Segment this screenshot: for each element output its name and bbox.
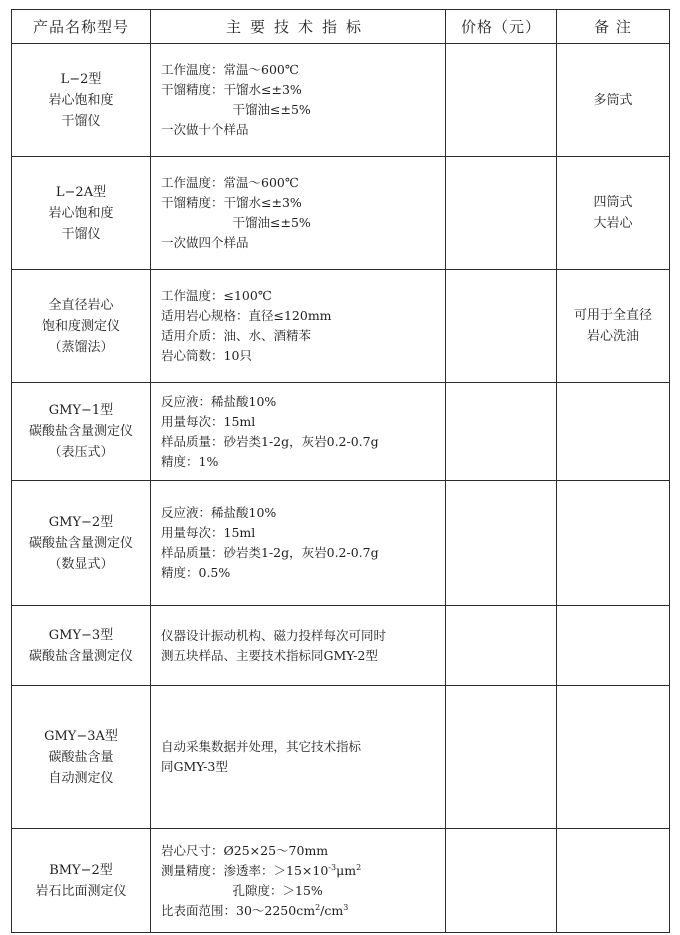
spec-line: 一次做十个样品 [161, 122, 249, 137]
product-name-line: BMY−2型 [49, 862, 113, 878]
product-name-cell [12, 270, 151, 383]
note-cell [557, 383, 670, 481]
table-row [12, 686, 670, 829]
spec-line: 精度：0.5% [161, 565, 231, 580]
spec-line: 样品质量：砂岩类1-2g，灰岩0.2-0.7g [161, 433, 379, 449]
spec-cell [151, 383, 446, 481]
note-line: 岩心洗油 [586, 329, 639, 344]
spec-line: 岩心尺寸：Ø25×25～70mm [161, 842, 329, 858]
spec-cell [151, 44, 446, 157]
spec-line: 测五块样品、主要技术指标同GMY-2型 [161, 647, 378, 663]
spec-text: /cm [320, 902, 344, 918]
price-cell [446, 44, 557, 157]
product-name-line: 碳酸盐含量 [48, 749, 114, 765]
product-name-line: （表压式） [48, 445, 114, 460]
product-name-line: 饱和度测定仪 [41, 318, 120, 334]
product-name-line: 碳酸盐含量测定仪 [28, 424, 133, 439]
table-row [12, 481, 670, 606]
spec-line: 孔隙度：＞15% [161, 882, 323, 898]
spec-cell [151, 157, 446, 270]
product-name-cell [12, 157, 151, 270]
note-cell [557, 606, 670, 686]
spec-line: 适用岩心规格：直径≤120mm [161, 308, 332, 323]
spec-line: 工作温度：常温～600℃ [161, 175, 299, 190]
spec-cell [151, 270, 446, 383]
spec-line: 用量每次：15ml [161, 525, 256, 540]
spec-line: 干馏油≤±5% [161, 215, 311, 230]
price-cell [446, 270, 557, 383]
product-name-line: 干馏仪 [61, 226, 101, 242]
spec-text: 测量精度：渗透率：＞15×10 [161, 862, 329, 878]
superscript: 2 [356, 862, 362, 872]
spec-line: 自动采集数据并处理，其它技术指标 [161, 739, 362, 754]
product-name-line: 碳酸盐含量测定仪 [28, 535, 133, 551]
spec-line: 工作温度：≤100℃ [161, 288, 272, 303]
price-cell [446, 481, 557, 606]
spec-text: 比表面范围：30～2250cm [161, 902, 316, 918]
spec-line: 一次做四个样品 [161, 235, 249, 250]
product-name-cell [12, 606, 151, 686]
spec-line: 精度：1% [161, 453, 219, 469]
header-name: 产品名称型号 [12, 10, 151, 44]
table-row [12, 157, 670, 270]
spec-line: 适用介质：油、水、酒精苯 [161, 328, 312, 343]
spec-line: 用量每次：15ml [161, 413, 256, 429]
note-line: 多筒式 [593, 92, 633, 108]
header-note: 备 注 [557, 10, 670, 44]
table-row [12, 383, 670, 481]
spec-line [161, 861, 445, 881]
price-cell [446, 686, 557, 829]
product-spec-table [11, 9, 670, 933]
price-cell [446, 383, 557, 481]
product-name-line: 自动测定仪 [48, 770, 114, 786]
product-name-line: 干馏仪 [61, 113, 101, 129]
product-name-cell [12, 481, 151, 606]
note-cell [557, 829, 670, 933]
spec-line: 仪器设计振动机构、磁力投样每次可同时 [161, 627, 387, 643]
spec-line: 干馏精度：干馏水≤±3% [161, 82, 302, 97]
product-name-cell [12, 686, 151, 829]
product-name-line: 岩心饱和度 [48, 205, 114, 221]
note-cell [557, 686, 670, 829]
table-row [12, 829, 670, 933]
product-name-line: 岩石比面测定仪 [35, 883, 127, 899]
product-name-cell [12, 829, 151, 933]
note-line: 大岩心 [593, 216, 633, 231]
product-name-line: L−2型 [60, 71, 102, 87]
table-row [12, 270, 670, 383]
spec-cell [151, 606, 446, 686]
spec-cell [151, 829, 446, 933]
product-name-line: GMY−3型 [48, 627, 114, 643]
product-name-line: 碳酸盐含量测定仪 [28, 648, 133, 664]
product-name-line: GMY−3A型 [44, 728, 118, 744]
note-cell [557, 270, 670, 383]
spec-cell [151, 481, 446, 606]
spec-line: 干馏精度：干馏水≤±3% [161, 195, 302, 210]
price-cell [446, 157, 557, 270]
table-row [12, 606, 670, 686]
spec-cell [151, 686, 446, 829]
superscript: -3 [328, 862, 337, 872]
spec-line: 样品质量：砂岩类1-2g，灰岩0.2-0.7g [161, 545, 379, 560]
table-row [12, 44, 670, 157]
product-name-line: （蒸馏法） [48, 339, 114, 355]
product-name-line: GMY−2型 [48, 514, 114, 530]
product-name-line: 全直径岩心 [48, 297, 114, 313]
header-price: 价格（元） [446, 10, 557, 44]
product-name-cell [12, 383, 151, 481]
header-spec: 主要技术指标 [151, 10, 446, 44]
superscript: 3 [343, 902, 349, 912]
note-line: 可用于全直径 [573, 308, 652, 323]
spec-line [161, 901, 445, 921]
note-cell [557, 44, 670, 157]
spec-line: 反应液：稀盐酸10% [161, 505, 277, 520]
price-cell [446, 606, 557, 686]
spec-line: 岩心筒数：10只 [161, 348, 252, 363]
price-cell [446, 829, 557, 933]
note-cell [557, 481, 670, 606]
note-line: 四筒式 [593, 195, 633, 210]
product-name-line: GMY−1型 [48, 403, 114, 418]
spec-line: 工作温度：常温～600℃ [161, 62, 299, 77]
spec-line: 干馏油≤±5% [161, 102, 311, 117]
product-name-line: 岩心饱和度 [48, 92, 114, 108]
product-name-line: L−2A型 [55, 184, 107, 200]
spec-line: 同GMY-3型 [161, 759, 228, 774]
header-row [12, 10, 670, 44]
spec-line: 反应液：稀盐酸10% [161, 393, 277, 409]
product-name-line: （数显式） [48, 556, 114, 572]
note-cell [557, 157, 670, 270]
product-name-cell [12, 44, 151, 157]
superscript: 2 [315, 902, 321, 912]
spec-text: μm [336, 862, 357, 878]
